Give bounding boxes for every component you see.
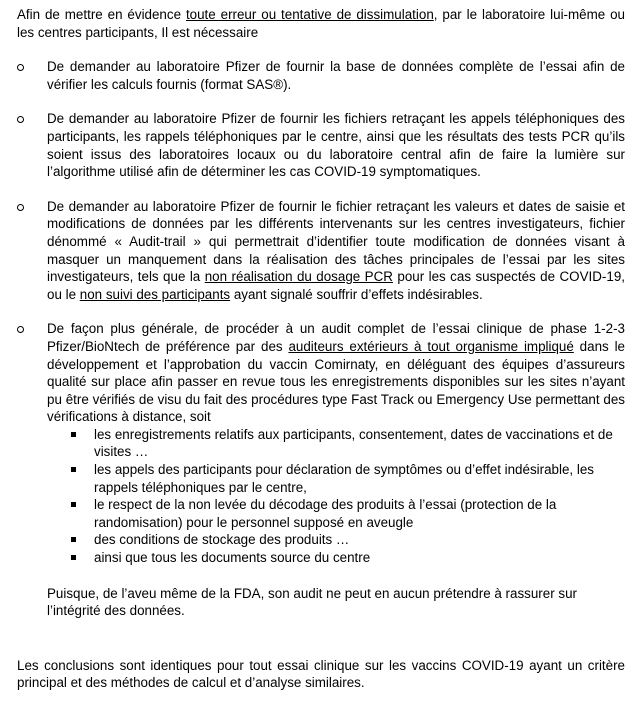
fda-paragraph: Puisque, de l’aveu même de la FDA, son audit ne peut en aucun prétendre à rassurer sur l’intégrité des données. (47, 585, 577, 619)
underlined-text: non réalisation du dosage PCR (204, 269, 393, 285)
sub-list-item (94, 531, 625, 549)
sub-list-item-text: le respect de la non levée du décodage des produits à l’essai (protection de la randomisation) pour le personnel supposé en aveugle (94, 497, 557, 530)
sub-list-item (94, 426, 625, 461)
list-item-text-part: pour les cas suspectés de COVID-19, ou le (47, 269, 625, 302)
document-body (17, 6, 625, 692)
intro-paragraph (17, 6, 625, 41)
list-item-text-part: De demander au laboratoire Pfizer de fournir le fichier retraçant les valeurs et dates de saisie et modifications de données par les différents intervenants sur les centres investigateurs, fichier dénommé « Audit-trail » qui permettrait d’identifier toute modification de données visant à masquer un manquement dans la réalisation des tâches principales de l’essai par les sites investigateurs, tels que la (47, 198, 625, 285)
sub-list-item (94, 549, 625, 567)
list-item-text (47, 320, 625, 426)
underlined-text: non suivi des participants (79, 286, 231, 302)
underlined-text: auditeurs extérieurs à tout organisme impliqué (288, 338, 574, 354)
list-item (17, 58, 625, 93)
intro-text-end: , par le laboratoire lui-même ou les centres participants, Il est nécessaire (17, 7, 626, 40)
intro-underlined-text: toute erreur ou tentative de dissimulation (185, 7, 434, 22)
list-item (17, 110, 625, 180)
list-item-text: De demander au laboratoire Pfizer de fournir la base de données complète de l’essai afin de vérifier les calculs fournis (format SAS®). (47, 59, 625, 92)
list-item-text: De demander au laboratoire Pfizer de fournir les fichiers retraçant les appels téléphoniques des participants, les rappels téléphoniques par le centre, ainsi que les résultats des tests PCR qu’ils soient issus des laboratoires locaux ou du laboratoire central afin de faire la lumière sur l’algorithme utilisé afin de déterminer les cas COVID-19 symptomatiques. (47, 111, 625, 180)
circle-bullet-icon (17, 326, 24, 333)
square-bullet-icon (71, 537, 76, 542)
list-item (17, 198, 625, 304)
square-bullet-icon (71, 555, 76, 560)
list-item-text (47, 198, 625, 304)
square-bullet-icon (71, 467, 76, 472)
circle-bullet-icon (17, 204, 24, 211)
intro-text: Afin de mettre en évidence (17, 7, 186, 22)
circle-bullet-icon (17, 64, 24, 71)
sub-list (47, 426, 625, 567)
list-item-text-part: De façon plus générale, de procéder à un audit complet de l’essai clinique de phase 1-2-3 Pfizer/BioNtech de préférence par des (47, 321, 625, 354)
sub-list-item-text: les enregistrements relatifs aux participants, consentement, dates de vaccinations et de visites … (94, 426, 613, 460)
list-item-text-part: dans le développement et l’approbation du vaccin Comirnaty, en déléguant des équipes d’assureurs qualité sur place afin passer en revue tous les enregistrements disponibles sur les sites n’ayant pu être vérifiés de visu du fait des procédures type Fast Track ou Emergency Use permettant des vérifications à distance, soit (47, 338, 625, 425)
sub-list-item (94, 461, 625, 496)
sub-list-item-text: les appels des participants pour déclaration de symptômes ou d’effet indésirable, les rappels téléphoniques par le centre, (94, 462, 594, 495)
sub-list-item (94, 496, 625, 531)
circle-bullet-icon (17, 116, 24, 123)
square-bullet-icon (71, 502, 76, 507)
conclusion-paragraph: Les conclusions sont identiques pour tout essai clinique sur les vaccins COVID-19 ayant un critère principal et des méthodes de calcul et d’analyse similaires. (17, 657, 625, 691)
list-item-text-part: ayant signalé souffrir d’effets indésirables. (230, 286, 483, 302)
sub-list-item-text: des conditions de stockage des produits … (94, 532, 350, 548)
square-bullet-icon (71, 432, 76, 437)
sub-list-item-text: ainsi que tous les documents source du centre (94, 550, 371, 566)
list-item (17, 320, 625, 620)
